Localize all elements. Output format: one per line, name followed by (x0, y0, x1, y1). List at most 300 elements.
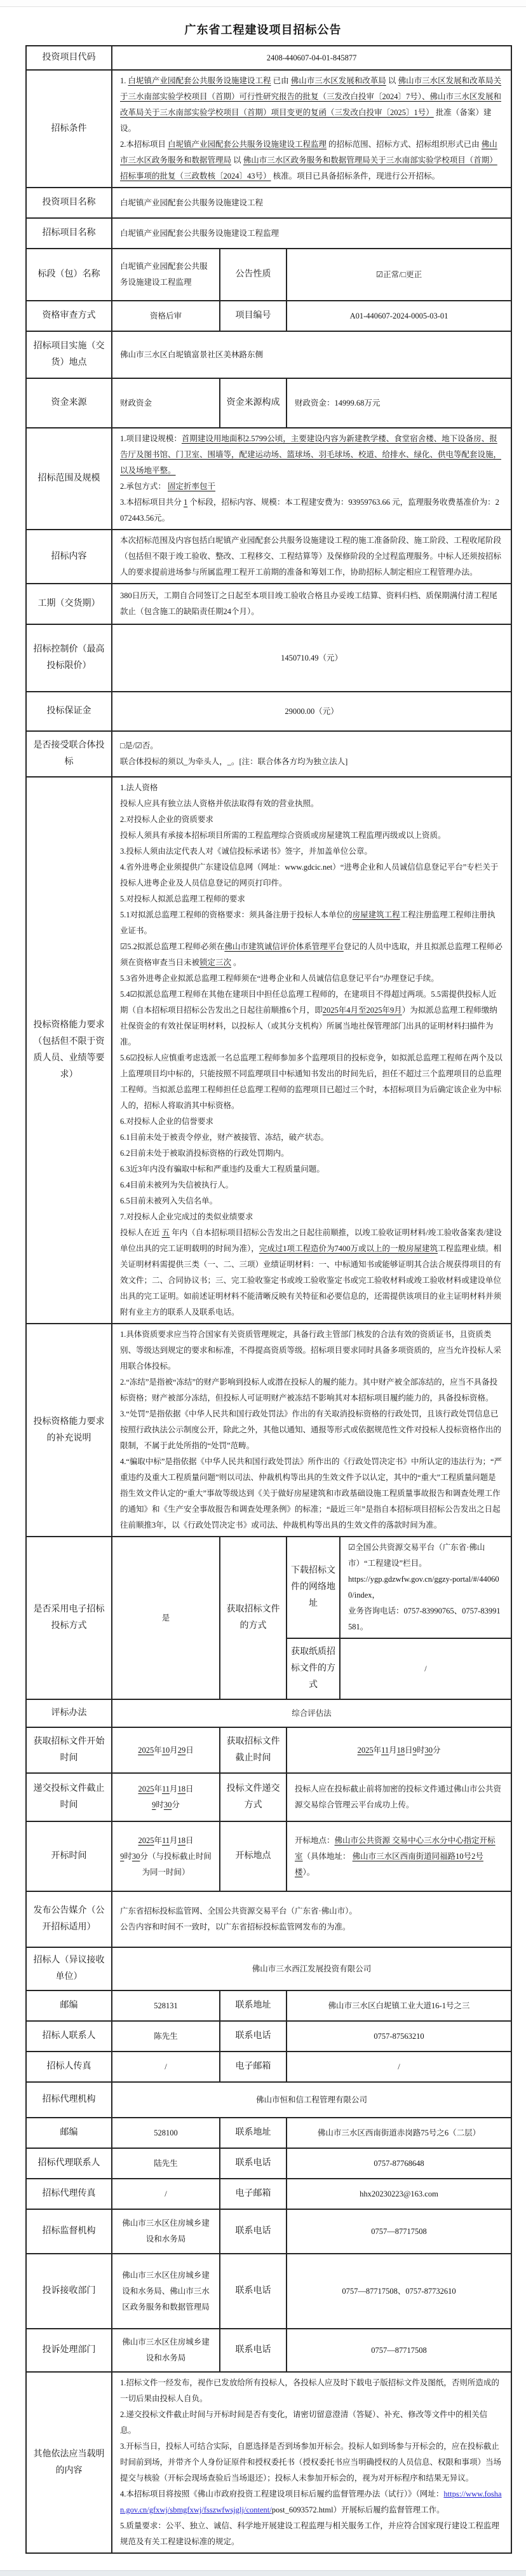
agency-phone-value: 0757-87768648 (287, 2148, 511, 2179)
underlined-text-segment: 房屋建筑工程 (352, 910, 400, 919)
text-segment: 年 (154, 1785, 162, 1793)
underlined-text-segment: 白坭镇产业园配套公共服务设施建设工程 (128, 76, 271, 85)
text-segment: 月 (170, 1785, 178, 1793)
section-name-value: 白坭镇产业园配套公共服务设施建设工程监理 (112, 249, 220, 301)
underlined-text-segment: 18 (396, 1745, 405, 1755)
tenderer-email-label: 电子邮箱 (220, 2052, 287, 2082)
bid-opening-time-value (112, 1821, 220, 1891)
text-segment: 1.具体资质要求应当符合国家有关资质管理规定，具备行政主管部门核发的合法有效的资质证书，且资质类别、等级达到规定的要求和标准，不得提高资质等级。招标项目要求同时具备多项资质的，应当允许投标人采用联合体投标。 (120, 1330, 502, 1371)
other-content-label: 其他依法应当载明的内容 (26, 2372, 112, 2553)
text-segment: 月 (170, 1745, 178, 1755)
paragraph (348, 1572, 503, 1603)
paragraph (120, 1919, 503, 1935)
underlined-text-segment: 完成过1项工程造价为7400万或以上的一般房屋建筑 (259, 1244, 438, 1253)
bid-submission-deadline-value (112, 1773, 220, 1821)
text-segment: 以 (386, 76, 398, 85)
tenderer-address-label: 联系地址 (220, 1990, 287, 2021)
tenderer-phone-value: 0757-87563210 (287, 2021, 511, 2052)
underlined-text-segment: 佛山市三水区西南街道同福路10号2号楼 (295, 1851, 483, 1877)
construction-period-label: 工期（交货期） (26, 584, 112, 624)
paragraph (120, 1225, 503, 1320)
underlined-text-segment: 9 (152, 1800, 156, 1809)
row-electronic-bidding (26, 1537, 511, 1638)
row-bidder-qualification-requirements (26, 777, 511, 1324)
qualification-review-value: 资格后审 (112, 301, 220, 331)
supervision-phone-value: 0757—87717508 (287, 2209, 511, 2254)
section-name-label: 标段（包）名称 (26, 249, 112, 301)
project-number-label: 项目编号 (220, 301, 287, 331)
text-segment: 日 (185, 1785, 194, 1793)
text-segment: 4.本招标项目将按照《佛山市政府投资工程建设项目标后履约监督管理办法（试行）》（网址： (120, 2490, 444, 2498)
paragraph (120, 1050, 503, 1114)
agency-fax-label: 招标代理传真 (26, 2179, 112, 2209)
tender-content-value: 本次招标范围及内容包括白坭镇产业园配套公共服务设施建设工程的施工准备阶段、施工阶段、工程收尾阶段（包括但不限于竣工验收、整改、工程移交、工程结算等）及保修阶段的全过程监理服务。中标人还须按招标人的要求提前进场参与所属监理工程开工前期的准备和筹划工作，协助招标人制定相应工程管理办法。 (112, 530, 511, 584)
paragraph (120, 2439, 503, 2486)
underlined-text-segment: 30 (132, 1851, 140, 1861)
underlined-text-segment: 佛山市三水区政务服务和数据管理局 (120, 140, 497, 165)
notice-nature-value: ☑正常/□更正 (287, 249, 511, 301)
supervision-phone-label: 联系电话 (220, 2209, 287, 2254)
bidder-qualification-requirements-label: 投标资格能力要求（包括但不限于资质人员、业绩等要求） (26, 777, 112, 1324)
text-segment: 5.1对拟派总监理工程师的资格要求：须具备注册于投标人本单位的 (120, 910, 353, 919)
scope-and-scale-value (112, 428, 511, 530)
tender-project-name-value: 白坭镇产业园配套公共服务设施建设工程监理 (112, 218, 511, 249)
text-segment: 2.承包方式： (120, 482, 168, 491)
paragraph (120, 479, 503, 495)
row-bid-opening (26, 1821, 511, 1891)
paragraph (120, 971, 503, 987)
text-segment: 2.递交投标文件截止时间与开标时间是否有变化，请密切留意澄清（答疑）、补充、修改等文件中的相关信息。 (120, 2410, 488, 2435)
complaint-receiving-phone-label: 联系电话 (220, 2254, 287, 2329)
paragraph (120, 812, 503, 828)
agency-contact-value: 陆先生 (112, 2148, 220, 2179)
tenderer-phone-label: 联系电话 (220, 2021, 287, 2052)
paragraph (120, 1177, 503, 1193)
paragraph (120, 987, 503, 1050)
text-segment: 2.“冻结”是指被“冻结”的财产影响到投标人或潜在投标人的履约能力。其中财产被全部冻结的，应当不具备投标资格；财产被部分冻结，但投标人可证明财产被冻结不影响其对本招标项目履约能力的，具备投标资格。 (120, 1378, 498, 1402)
announcement-media-value (112, 1891, 511, 1947)
text-segment: 公告内容和时间不一致时，以广东省招标投标监管网发布的为准。 (120, 1922, 351, 1931)
tenderer-fax-label: 招标人传真 (26, 2052, 112, 2082)
agency-contact-label: 招标代理联系人 (26, 2148, 112, 2179)
paragraph (120, 1327, 503, 1374)
paper-documents-method-label: 获取纸质招标文件的方式 (287, 1638, 340, 1699)
row-price-ceiling (26, 624, 511, 692)
underlined-text-segment: 30 (163, 1800, 172, 1809)
paragraph (120, 754, 503, 770)
underlined-text-segment: 11 (161, 1835, 170, 1845)
paragraph (120, 495, 503, 526)
fund-source-value: 财政资金 (112, 378, 220, 428)
tender-agency-value: 佛山市恒和信工程管理有限公司 (112, 2082, 511, 2118)
paragraph (120, 796, 503, 812)
row-announcement-media (26, 1891, 511, 1947)
text-segment: 2.对投标人企业的资质要求 (120, 815, 213, 824)
text-segment: 时 (416, 1745, 425, 1755)
text-segment: 4.“骗取中标”是指依据《中华人民共和国行政处罚法》所作出的《行政处罚决定书》中所认定的违法行为；“严重违约及重大工程质量问题”则以司法、仲裁机构等出具的生效文件予以认定，其中的“重大”工程质量问题是指生效文件认定的“重大”事故等级达到《关于做好房屋建筑和市政基础设施工程质量事故报告和调查处理工作的通知》和《生产安全事故报告和调查处理条例》的标准；“最近三年”是指自本招标项目招标公告发出之日起往前顺推3年，以《行政处罚决定书》或司法、仲裁机构等出具的生效文件的落款时间为准。 (120, 1457, 502, 1530)
qualification-review-label: 资格审查方式 (26, 301, 112, 331)
paragraph (120, 1454, 503, 1533)
text-segment: 登记的人员中选取，并且拟派总监理工程师必须在资格审查当日未被 (120, 942, 502, 967)
underlined-text-segment: 9 (412, 1745, 417, 1755)
consortium-bidding-value (112, 731, 511, 777)
underlined-text-segment: 佛山市三水区发展和改革局关于三水南部实验学校项目（首期）可行性研究报告的批复（三发改白投审〔2024〕7号）、佛山市三水区发展和改革局关于三水南部实验学校项目（首期）项目变更的复函（三发改白投审〔2025〕1号） (120, 76, 502, 117)
text-segment: post_6093572.html）开展标后履约监督管理工作。 (271, 2505, 445, 2514)
text-segment: 5.对投标人拟派总监理工程师的要求 (120, 894, 245, 903)
row-tender-agency (26, 2082, 511, 2118)
text-segment: 7.对投标人企业完成过的类似业绩要求 (120, 1212, 253, 1221)
implementation-location-value: 佛山市三水区白坭镇富景社区美林路东侧 (112, 331, 511, 378)
complaint-handling-value: 佛山市三水区住房城乡建设和水务局 (112, 2329, 220, 2372)
text-segment: ）为拟派总监理工程师缴纳社保资金的有效社保证明材料，以投标人（或其分支机构）所属当地社保管理部门出具的证明材料扫描件为准。 (120, 1006, 497, 1046)
investment-project-name-value: 白坭镇产业园配套公共服务设施建设工程 (112, 188, 511, 218)
tender-content-label: 招标内容 (26, 530, 112, 584)
paragraph (295, 1833, 503, 1881)
tenderer-email-value: / (287, 2052, 511, 2082)
paragraph (120, 844, 503, 860)
text-segment: 6.4目前未被列为失信被执行人。 (120, 1181, 234, 1189)
paragraph (120, 1849, 212, 1881)
paragraph (120, 1114, 503, 1130)
paragraph (120, 137, 503, 184)
text-segment: 年 (154, 1745, 162, 1755)
agency-postcode-label: 邮编 (26, 2118, 112, 2148)
paragraph (120, 1193, 503, 1209)
row-agency-fax (26, 2179, 511, 2209)
paragraph (120, 1209, 503, 1225)
paragraph (120, 780, 503, 796)
row-bid-bond (26, 692, 511, 731)
underlined-text-segment: 9 (120, 1851, 125, 1861)
agency-phone-label: 联系电话 (220, 2148, 287, 2179)
text-segment: 时 (124, 1851, 132, 1861)
announcement-table-body (26, 46, 511, 2553)
electronic-bidding-label: 是否采用电子招标投标方式 (26, 1537, 112, 1699)
tenderer-value: 佛山市三水西江发展投资有限公司 (112, 1947, 511, 1990)
bid-submission-method-value: 投标人应在投标截止前将加密的投标文件通过佛山市公共资源交易综合管理云平台成功上传。 (287, 1773, 511, 1821)
row-section-name (26, 249, 511, 301)
bidder-qualification-requirements-value (112, 777, 511, 1324)
underlined-text-segment: 五 (161, 1228, 170, 1237)
text-segment: 分 (172, 1800, 180, 1809)
text-segment: 日 (185, 1835, 194, 1845)
announcement-media-label: 发布公告媒介（公开招标适用） (26, 1891, 112, 1947)
underlined-text-segment: 首期建设用地面积2.5799公顷，主要建设内容为新建教学楼、食堂宿舍楼、地下设备房、报告厅及图书馆、门卫室、围墙等，配建运动场、篮球场、羽毛球场、校道、给排水、绿化、供电等配套设施，以及场地平整。 (120, 434, 502, 475)
paragraph (295, 1743, 503, 1758)
paragraph (120, 860, 503, 891)
qualification-supplementary-notes-label: 投标资格能力要求的补充说明 (26, 1324, 112, 1537)
underlined-text-segment: 固定折率包干 (168, 482, 216, 491)
text-segment: 工程监理业绩。相关证明材料需提供三类（一、二、三项）业绩证明材料：一、中标通知书或能够证明其合法合规获得项目的有效文件；二、合同协议书；三、完工验收鉴定书或竣工验收鉴定书或完工验收材料或竣工验收材料或建设单位出具的完工证明。如前述证明材料不能清晰反映有关特征和必要信息的，还需提供该项目的业主证明材料并须附有业主方的联系人及联系电话。 (120, 1244, 502, 1317)
text-segment: 3.投标人须由法定代表人对《诚信投标承诺书》签字，并加盖单位公章。 (120, 847, 372, 856)
row-bid-submission (26, 1773, 511, 1821)
paragraph (120, 1130, 503, 1146)
agency-email-value: hhx20230223@163.com (287, 2179, 511, 2209)
row-fund-source (26, 378, 511, 428)
paragraph (120, 431, 503, 479)
announcement-table (25, 45, 512, 2554)
row-investment-code (26, 46, 511, 70)
doc-obtain-start-label: 获取招标文件开始时间 (26, 1727, 112, 1773)
consortium-bidding-label: 是否接受联合体投标 (26, 731, 112, 777)
underlined-text-segment: 2025 (357, 1745, 374, 1755)
text-segment: 时 (156, 1800, 164, 1809)
text-segment: 投标人须具有承接本招标项目所需的工程监理综合资质或房屋建筑工程监理丙级或以上资质。 (120, 831, 446, 840)
paragraph (120, 2407, 503, 2439)
paragraph (120, 828, 503, 844)
text-segment: 已由 (271, 76, 291, 85)
complaint-handling-phone-value: 0757—87717508 (287, 2329, 511, 2372)
text-segment: 年 (154, 1835, 162, 1845)
row-tender-content (26, 530, 511, 584)
underlined-text-segment: 29 (177, 1745, 186, 1755)
text-segment: 3.本招标项目共分 (120, 498, 184, 507)
tenderer-fax-value: / (112, 2052, 220, 2082)
text-segment: 。 (231, 958, 241, 967)
tenderer-postcode-label: 邮编 (26, 1990, 112, 2021)
row-complaint-handling (26, 2329, 511, 2372)
text-segment: 投标人在近 (120, 1228, 162, 1237)
text-segment: 1.项目建设规模： (120, 434, 182, 443)
text-segment: 6.5目前未被列入失信名单。 (120, 1196, 218, 1205)
row-complaint-receiving (26, 2254, 511, 2329)
fund-source-label: 资金来源 (26, 378, 112, 428)
text-segment: 业务咨询电话：0757-83990765、0757-83991581。 (348, 1607, 501, 1631)
row-tenderer-postcode (26, 1990, 511, 2021)
text-segment: 广东省招标投标监管网、全国公共资源交易平台（广东省·佛山市）。 (120, 1907, 357, 1915)
text-segment: 日 (405, 1745, 413, 1755)
paragraph (120, 1146, 503, 1161)
paper-documents-method-value: / (340, 1638, 511, 1699)
text-segment: 6.1目前未处于被责令停业，财产被接管、冻结，破产状态。 (120, 1133, 329, 1142)
text-segment: ☑全国公共资源交易平台（广东省·佛山市）“工程建设”栏目。 (348, 1543, 485, 1568)
complaint-handling-phone-label: 联系电话 (220, 2329, 287, 2372)
underlined-text-segment: 2025 (138, 1785, 154, 1793)
paragraph (120, 907, 503, 939)
text-segment: 工程注册监理工程师注册执业证书。 (120, 910, 496, 935)
supervision-authority-label: 招标监督机构 (26, 2209, 112, 2254)
row-implementation-location (26, 331, 511, 378)
investment-code-value: 2408-440607-04-01-845877 (112, 46, 511, 70)
download-url-label: 下载招标文件的网络地址 (287, 1537, 340, 1638)
text-segment: 1.招标文件一经发布，视作已发放给所有投标人，各投标人应及时下载电子版招标文件及图纸，否则所造成的一切后果由投标人自负。 (120, 2378, 499, 2403)
row-qualification-review (26, 301, 511, 331)
text-segment: 分 (432, 1745, 441, 1755)
top-strip (0, 0, 526, 7)
text-segment: 6.2目前未处于被取消投标资格的行政处罚期内。 (120, 1149, 289, 1158)
tenderer-contact-label: 招标人联系人 (26, 2021, 112, 2052)
obtain-documents-method-label: 获取招标文件的方式 (220, 1537, 287, 1699)
text-segment: 1.法人资格 (120, 783, 158, 792)
row-evaluation-method (26, 1699, 511, 1727)
underlined-text-segment: 锁定三次 (199, 958, 232, 967)
paragraph (120, 738, 503, 754)
external-link[interactable]: https://www.foshan.gov.cn/gfxwj/sbmgfxwj/fsszwfwsjglj/content/ (120, 2490, 502, 2514)
underlined-text-segment: 11 (381, 1745, 389, 1755)
row-doc-obtain-time (26, 1727, 511, 1773)
doc-obtain-deadline-label: 获取招标文件截止时间 (220, 1727, 287, 1773)
underlined-text-segment: 佛山市公共资源 交易中心三水分中心指定开标室 (295, 1835, 496, 1861)
underlined-text-segment: 18 (177, 1785, 186, 1793)
text-segment: 投标人应具有独立法人资格并依法取得有效的营业执照。 (120, 799, 319, 808)
bid-opening-location-label: 开标地点 (220, 1821, 287, 1891)
notice-nature-label: 公告性质 (220, 249, 287, 301)
text-segment: 批准（备案）建设。 (120, 108, 492, 133)
complaint-handling-label: 投诉处理部门 (26, 2329, 112, 2372)
price-ceiling-label: 招标控制价（最高投标限价） (26, 624, 112, 692)
paragraph (120, 939, 503, 971)
bottom-strip (0, 2570, 526, 2576)
underlined-text-segment: 11 (161, 1785, 170, 1793)
row-other-content (26, 2372, 511, 2553)
text-segment: 6.对投标人企业的信誉要求 (120, 1117, 213, 1126)
underlined-text-segment: 佛山市建筑诚信评价体系管理平台 (224, 942, 344, 951)
agency-address-label: 联系地址 (220, 2118, 287, 2148)
text-segment: 4.省外进粤企业须提供广东建设信息网（网址：www.gdcic.net）“进粤企业和人员诚信信息登记平台”专栏关于投标人进粤企业及人员信息登记的网页打印件。 (120, 863, 499, 887)
paragraph (348, 1540, 503, 1572)
row-supervision-authority (26, 2209, 511, 2254)
project-number-value: A01-440607-2024-0005-03-01 (287, 301, 511, 331)
paragraph (120, 2518, 503, 2550)
text-segment: 5.6☑投标人应慎重考虑选派一名总监理工程师参加多个监理项目的投标竞争，如拟派总监理工程师在两个及以上监理项目均中标的，只能按照不同监理项目中标通知书发出的时间先后，担任不超过三个监理项目的总监理工程师。当拟派总监理工程师担任总监理工程师的监理项目已超过三个时，本招标项目为后确定该企业为中标人的，招标人将取消其中标资格。 (120, 1053, 502, 1110)
doc-obtain-start-value (112, 1727, 220, 1773)
text-segment: 开标地点： (295, 1835, 335, 1845)
row-tenderer (26, 1947, 511, 1990)
download-url-value (340, 1537, 511, 1638)
page-title: 广东省工程建设项目招标公告 (184, 24, 342, 36)
text-segment: 3.开标当日，投标人可结合实际，自愿选择是否到场参加开标会。投标人如到场参与开标会的，应在投标截止时间前到场，并带齐个人身份证原件和授权委托书（授权委托书应当明确授权的人员信息、权限和事项）当场提交与核验（开标会现场查验后当场退还）；投标人未参加开标会的，视为对开标程序和结果无异议。 (120, 2442, 502, 2483)
scope-and-scale-label: 招标范围及规模 (26, 428, 112, 530)
row-tenderer-fax (26, 2052, 511, 2082)
underlined-text-segment: 2025 (138, 1745, 154, 1755)
bid-bond-label: 投标保证金 (26, 692, 112, 731)
tenderer-postcode-value: 528131 (112, 1990, 220, 2021)
paragraph (120, 2486, 503, 2518)
complaint-receiving-label: 投诉接收部门 (26, 2254, 112, 2329)
text-segment: （具体地址： (302, 1851, 353, 1861)
text-segment: 年 (373, 1745, 382, 1755)
text-segment: 联合体投标的须以_为牵头人，_。[注：联合体各方均为独立法人] (120, 757, 348, 766)
paragraph (120, 1161, 503, 1177)
tender-conditions-label: 招标条件 (26, 70, 112, 188)
row-consortium-bidding (26, 731, 511, 777)
paragraph (120, 1903, 503, 1919)
text-segment: 5.4☑拟派总监理工程师在其他在建项目中担任总监理工程师的，在建项目不得超过两项。5.5需提供投标人近期（自本招标项目招标公告发出之日起往前顺推6个月，即 (120, 990, 497, 1015)
underlined-text-segment: 1 (184, 498, 188, 507)
agency-postcode-value: 528100 (112, 2118, 220, 2148)
tender-agency-label: 招标代理机构 (26, 2082, 112, 2118)
text-segment: 月 (389, 1745, 397, 1755)
underlined-text-segment: 2025 (138, 1835, 154, 1845)
price-ceiling-value: 1450710.49（元） (112, 624, 511, 692)
text-segment: https://ygp.gdzwfw.gov.cn/ggzy-portal/#/440600/index， (348, 1575, 499, 1600)
text-segment: 月 (170, 1835, 178, 1845)
complaint-receiving-phone-value: 0757—87717508、0757-87732610 (287, 2254, 511, 2329)
bid-submission-deadline-label: 递交投标文件截止时间 (26, 1773, 112, 1821)
paragraph (120, 1406, 503, 1454)
text-segment: ）。 (302, 1867, 315, 1877)
investment-project-name-label: 投资项目名称 (26, 188, 112, 218)
tenderer-address-value: 佛山市三水区白坭镇工业大道16-1号之三 (287, 1990, 511, 2021)
implementation-location-label: 招标项目实施（交货）地点 (26, 331, 112, 378)
fund-composition-label: 资金来源构成 (220, 378, 287, 428)
text-segment: 2.本招标项目 (120, 140, 168, 149)
construction-period-value: 380日历天，工期自合同签订之日起至本项目竣工验收合格且办妥竣工结算、资料归档、质保期满付清工程尾款止（包含施工的缺陷责任期24个月）。 (112, 584, 511, 624)
paragraph (120, 73, 503, 137)
underlined-text-segment: 佛山市三水区政务服务和数据管理局关于三水南部实验学校项目（首期）招标事项的批复（三政数核〔2024〕43号） (120, 156, 497, 181)
underlined-text-segment: 2025年4月至2025年9月 (322, 1006, 402, 1015)
text-segment: 1. (120, 76, 128, 85)
bid-opening-location-value (287, 1821, 511, 1891)
doc-obtain-deadline-value (287, 1727, 511, 1773)
row-agency-contact (26, 2148, 511, 2179)
row-tender-conditions (26, 70, 511, 188)
text-segment: 核准。项目已具备招标条件，现进行公开招标。 (271, 172, 440, 181)
text-segment: 5.3省外进粤企业拟派总监理工程师须在“进粤企业和人员诚信信息登记平台”办理登记手续。 (120, 974, 439, 983)
investment-code-label: 投资项目代码 (26, 46, 112, 70)
paragraph (120, 2375, 503, 2407)
row-qualification-supplementary-notes (26, 1324, 511, 1537)
text-segment: 日 (185, 1745, 194, 1755)
bid-submission-method-label: 投标文件递交方式 (220, 1773, 287, 1821)
row-agency-postcode (26, 2118, 511, 2148)
underlined-text-segment: 白坭镇产业园配套公共服务设施建设工程监理 (168, 140, 327, 149)
paragraph (120, 1797, 212, 1813)
text-segment: 年内（自本招标项目招标公告发出之日起往前顺推，以竣工验收证明材料/竣工验收备案表/建设单位出具的完工证明载明的时间为准）， (120, 1228, 502, 1253)
text-segment: 6.3近3年内没有骗取中标和严重违约及重大工程质量问题。 (120, 1165, 325, 1174)
complaint-receiving-value: 佛山市三水区住房城乡建设和水务局、佛山市三水区政务服务和数据管理局 (112, 2254, 220, 2329)
paragraph (120, 891, 503, 907)
row-tender-project-name (26, 218, 511, 249)
other-content-value (112, 2372, 511, 2553)
text-segment: 个标段，招标内容、规模：本工程建安费为：93959763.66 元，监理服务收费基准价为：2072443.56元。 (120, 498, 499, 523)
underlined-text-segment: 佛山市三水区发展和改革局 (290, 76, 386, 85)
paragraph (120, 1743, 212, 1758)
row-tenderer-contact (26, 2021, 511, 2052)
underlined-text-segment: 30 (424, 1745, 433, 1755)
tenderer-contact-value: 陈先生 (112, 2021, 220, 2052)
qualification-supplementary-notes-value (112, 1324, 511, 1537)
paragraph (120, 1781, 212, 1797)
paragraph (120, 1374, 503, 1406)
paragraph (348, 1603, 503, 1635)
text-segment: ☑5.2拟派总监理工程师必须在 (120, 942, 225, 951)
paragraph (120, 1833, 212, 1849)
agency-fax-value: / (112, 2179, 220, 2209)
text-segment: 5.质量要求：公平、独立、诚信、科学地开展建设工程监理与相关服务工作，并应符合国家现行建设工程监理规范及有关工程建设标准的规定。 (120, 2521, 499, 2546)
text-segment: 3.“处罚”是指依据《中华人民共和国行政处罚法》作出的有关取消投标资格的行政处罚，且该行政处罚信息已按照行政执法公示制度公开，除此之外，其他以通知、通报等形式或依据规范性文件对投标人投标资格作出的限制，不属于此处所指的“处罚”范畴。 (120, 1409, 502, 1450)
text-segment: □是/☑否。 (120, 741, 158, 750)
agency-address-value: 佛山市三水区西南街道赤岗路75号之6（二层） (287, 2118, 511, 2148)
text-segment: 分（与投标截止时间为同一时间） (140, 1851, 212, 1877)
fund-composition-value: 财政资金：14999.68万元 (287, 378, 511, 428)
underlined-text-segment: 18 (177, 1835, 186, 1845)
text-segment: 的招标范围、招标方式、招标组织形式已由 (327, 140, 482, 149)
agency-email-label: 电子邮箱 (220, 2179, 287, 2209)
evaluation-method-value: 综合评估法 (112, 1699, 511, 1727)
supervision-authority-value: 佛山市三水区住房城乡建设和水务局 (112, 2209, 220, 2254)
row-investment-project-name (26, 188, 511, 218)
evaluation-method-label: 评标办法 (26, 1699, 112, 1727)
tenderer-label: 招标人（异议接收单位） (26, 1947, 112, 1990)
tender-conditions-value (112, 70, 511, 188)
underlined-text-segment: 10 (161, 1745, 170, 1755)
bid-opening-time-label: 开标时间 (26, 1821, 112, 1891)
electronic-bidding-value: 是 (112, 1537, 220, 1699)
tender-project-name-label: 招标项目名称 (26, 218, 112, 249)
row-scope-and-scale (26, 428, 511, 530)
bid-bond-value: 29000.00（元） (112, 692, 511, 731)
